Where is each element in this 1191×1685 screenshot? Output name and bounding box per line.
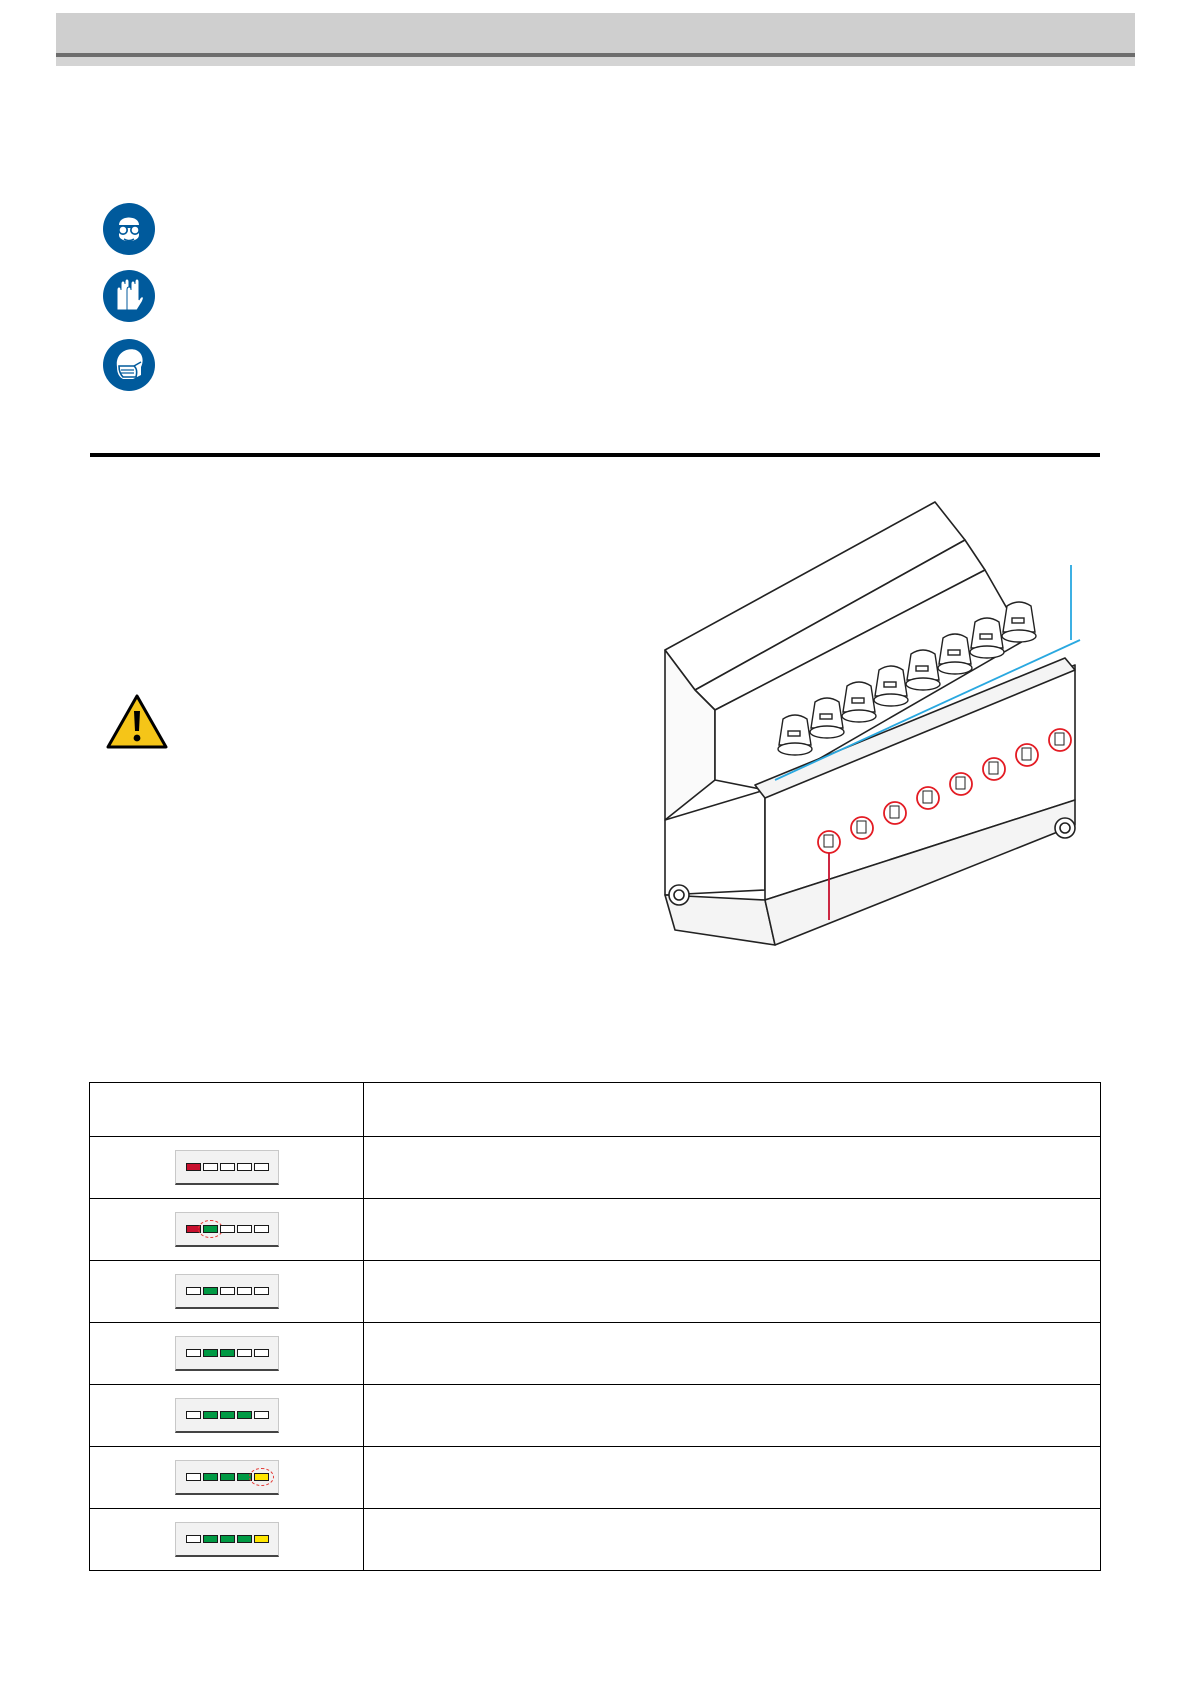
table-row [90, 1447, 1101, 1509]
face-mask-icon [103, 339, 155, 391]
remaining-gauge [175, 1398, 279, 1433]
section-divider [90, 453, 1100, 457]
safety-glasses-icon [103, 203, 155, 255]
table-row [90, 1323, 1101, 1385]
remaining-gauge [175, 1150, 279, 1185]
gauge-segment-green [203, 1535, 218, 1543]
gauge-segment-off [237, 1349, 252, 1357]
gauge-segment-green [203, 1349, 218, 1357]
remaining-gauge [175, 1212, 279, 1247]
indicator-cell [90, 1199, 364, 1261]
indicator-cell [90, 1323, 364, 1385]
gauge-segment-red [186, 1163, 201, 1171]
gauge-segment-green [203, 1287, 218, 1295]
page-header-shadow [56, 57, 1135, 66]
page-header-band [56, 13, 1135, 53]
indicator-cell [90, 1261, 364, 1323]
gauge-segment-off [254, 1287, 269, 1295]
table-row [90, 1199, 1101, 1261]
gauge-segment-off [220, 1163, 235, 1171]
remaining-gauge [175, 1522, 279, 1557]
gauge-segment-off [186, 1411, 201, 1419]
gauge-segment-green [237, 1535, 252, 1543]
indicator-cell [90, 1385, 364, 1447]
description-cell [364, 1323, 1101, 1385]
table-header-row [90, 1083, 1101, 1137]
description-cell [364, 1447, 1101, 1509]
gauge-segment-green [220, 1349, 235, 1357]
indicator-status-table [89, 1082, 1101, 1571]
description-cell [364, 1261, 1101, 1323]
gauge-segment-yellow [254, 1473, 269, 1481]
gauge-segment-green [203, 1411, 218, 1419]
remaining-gauge [175, 1274, 279, 1309]
gauge-segment-off [254, 1163, 269, 1171]
ink-supply-unit-illustration [655, 500, 1095, 955]
gauge-segment-off [186, 1287, 201, 1295]
table-row [90, 1261, 1101, 1323]
protective-gloves-icon [103, 270, 155, 322]
remaining-gauge [175, 1460, 279, 1495]
table-row [90, 1137, 1101, 1199]
gauge-segment-off [237, 1225, 252, 1233]
gauge-segment-off [254, 1349, 269, 1357]
gauge-segment-off [203, 1163, 218, 1171]
description-cell [364, 1199, 1101, 1261]
description-cell [364, 1137, 1101, 1199]
table-header-indicator [90, 1083, 364, 1137]
gauge-segment-green [237, 1411, 252, 1419]
table-header-description [364, 1083, 1101, 1137]
gauge-segment-green [203, 1473, 218, 1481]
gauge-segment-green [203, 1225, 218, 1233]
description-cell [364, 1509, 1101, 1571]
indicator-cell [90, 1137, 364, 1199]
indicator-cell [90, 1447, 364, 1509]
description-cell [364, 1385, 1101, 1447]
warning-triangle-icon [105, 693, 169, 750]
gauge-segment-off [220, 1225, 235, 1233]
gauge-segment-green [220, 1473, 235, 1481]
remaining-gauge [175, 1336, 279, 1371]
gauge-segment-green [220, 1411, 235, 1419]
gauge-segment-off [237, 1287, 252, 1295]
gauge-segment-off [186, 1535, 201, 1543]
indicator-cell [90, 1509, 364, 1571]
gauge-segment-off [237, 1163, 252, 1171]
gauge-segment-off [186, 1473, 201, 1481]
table-row [90, 1385, 1101, 1447]
gauge-segment-off [220, 1287, 235, 1295]
gauge-segment-off [186, 1349, 201, 1357]
gauge-segment-yellow [254, 1535, 269, 1543]
gauge-segment-green [220, 1535, 235, 1543]
table-row [90, 1509, 1101, 1571]
gauge-segment-off [254, 1225, 269, 1233]
gauge-segment-off [254, 1411, 269, 1419]
